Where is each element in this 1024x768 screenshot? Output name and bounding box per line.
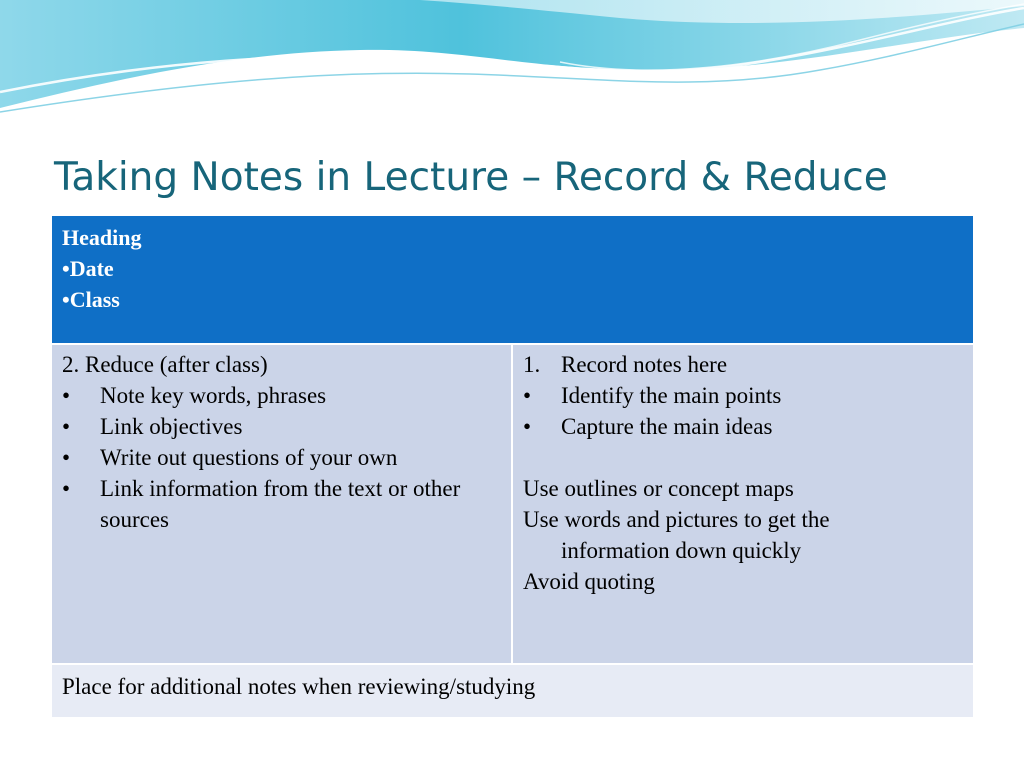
reduce-list-item [62, 380, 501, 411]
record-cell-title-row [523, 349, 963, 380]
bullet-icon: • [523, 414, 532, 439]
reduce-list-item-text: Link objectives [100, 414, 243, 439]
heading-item-date: •Date [62, 256, 114, 281]
additional-notes-cell [52, 665, 973, 717]
reduce-list-item [62, 473, 500, 535]
reduce-cell-title: 2. Reduce (after class) [62, 352, 268, 377]
heading-cell [52, 216, 973, 343]
heading-cell-title: Heading [62, 225, 142, 250]
reduce-list-item-text: Link information from the text or other sources [100, 476, 461, 532]
record-tip-pictures-continued: information down quickly [561, 538, 802, 563]
slide-title: Taking Notes in Lecture – Record & Reduce [54, 155, 888, 200]
wave-header-decoration [0, 0, 1024, 120]
reduce-list-item-text: Write out questions of your own [100, 445, 398, 470]
reduce-list-item-text: Note key words, phrases [100, 383, 327, 408]
record-tip-pictures: Use words and pictures to get the [523, 507, 830, 532]
additional-notes-text: Place for additional notes when reviewing/studying [62, 674, 536, 699]
record-list-item-text: Identify the main points [561, 383, 782, 408]
notes-table [52, 216, 973, 717]
bullet-icon: • [62, 414, 71, 439]
record-cell-title: Record notes here [561, 352, 728, 377]
record-list-number: 1. [523, 352, 541, 377]
bullet-icon: • [62, 476, 71, 501]
record-list-item-text: Capture the main ideas [561, 414, 773, 439]
reduce-list-item [62, 442, 501, 473]
bullet-icon: • [62, 445, 71, 470]
bullet-icon: • [523, 383, 532, 408]
record-list-item [523, 380, 963, 411]
record-tip-quoting: Avoid quoting [523, 569, 655, 594]
record-list-item [523, 411, 963, 442]
reduce-list-item [62, 411, 501, 442]
heading-item-class: •Class [62, 287, 120, 312]
record-cell [513, 345, 973, 663]
record-tip-outlines: Use outlines or concept maps [523, 476, 794, 501]
record-spacer [523, 442, 963, 473]
reduce-cell [52, 345, 511, 663]
bullet-icon: • [62, 383, 71, 408]
